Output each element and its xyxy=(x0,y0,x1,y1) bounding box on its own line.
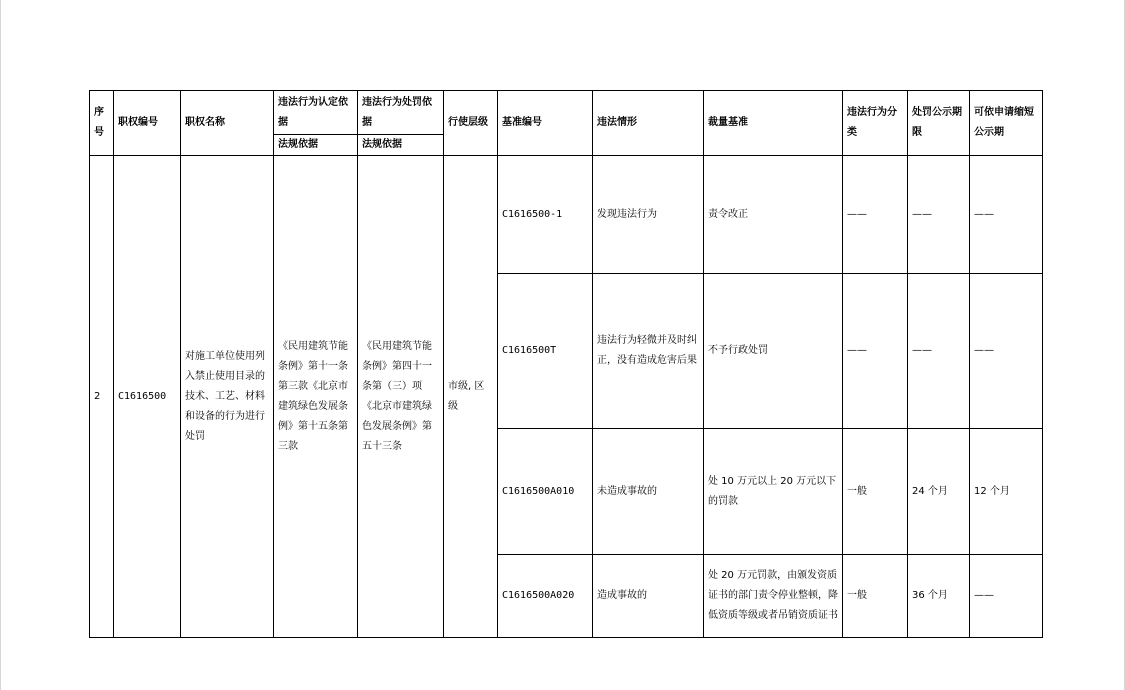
standard-shorten: —— xyxy=(970,156,1043,274)
record-basis-identify: 《民用建筑节能条例》第十一条第三款《北京市建筑绿色发展条例》第十五条第三款 xyxy=(274,156,358,638)
header-code: 职权编号 xyxy=(114,91,181,156)
standard-situation: 未造成事故的 xyxy=(593,429,704,555)
header-situation: 违法情形 xyxy=(593,91,704,156)
standard-code: C1616500A020 xyxy=(498,555,593,638)
page-edge-left xyxy=(0,0,1,690)
record-basis-penalty: 《民用建筑节能条例》第四十一条第（三）项《北京市建筑绿色发展条例》第五十三条 xyxy=(358,156,444,638)
header-name: 职权名称 xyxy=(181,91,274,156)
header-sub-identify: 法规依据 xyxy=(274,135,358,156)
header-std-code: 基准编号 xyxy=(498,91,593,156)
standard-measure: 不予行政处罚 xyxy=(704,274,843,429)
header-shorten: 可依申请缩短公示期 xyxy=(970,91,1043,156)
standard-period: —— xyxy=(908,274,970,429)
standard-category: —— xyxy=(843,274,908,429)
standard-category: —— xyxy=(843,156,908,274)
header-standard: 裁量基准 xyxy=(704,91,843,156)
standard-category: 一般 xyxy=(843,555,908,638)
standard-situation: 造成事故的 xyxy=(593,555,704,638)
standard-code: C1616500-1 xyxy=(498,156,593,274)
standard-measure: 责令改正 xyxy=(704,156,843,274)
table-row xyxy=(90,156,1043,274)
standard-period: 36 个月 xyxy=(908,555,970,638)
standard-shorten: —— xyxy=(970,555,1043,638)
standard-code: C1616500A010 xyxy=(498,429,593,555)
record-level: 市级, 区级 xyxy=(444,156,498,638)
standard-code: C1616500T xyxy=(498,274,593,429)
header-sub-penalty: 法规依据 xyxy=(358,135,444,156)
standard-category: 一般 xyxy=(843,429,908,555)
header-basis-identify: 违法行为认定依据 xyxy=(274,91,358,135)
standard-period: —— xyxy=(908,156,970,274)
header-level: 行使层级 xyxy=(444,91,498,156)
header-period: 处罚公示期限 xyxy=(908,91,970,156)
penalty-standard-table xyxy=(89,90,1043,638)
standard-shorten: —— xyxy=(970,274,1043,429)
standard-measure: 处 20 万元罚款，由颁发资质证书的部门责令停业整顿，降低资质等级或者吊销资质证书 xyxy=(704,555,843,638)
header-category: 违法行为分类 xyxy=(843,91,908,156)
standard-shorten: 12 个月 xyxy=(970,429,1043,555)
standard-period: 24 个月 xyxy=(908,429,970,555)
header-row xyxy=(90,91,1043,135)
header-seq: 序号 xyxy=(90,91,114,156)
record-code: C1616500 xyxy=(114,156,181,638)
header-basis-penalty: 违法行为处罚依据 xyxy=(358,91,444,135)
standard-measure: 处 10 万元以上 20 万元以下的罚款 xyxy=(704,429,843,555)
standard-situation: 发现违法行为 xyxy=(593,156,704,274)
record-name: 对施工单位使用列入禁止使用目录的技术、工艺、材料和设备的行为进行处罚 xyxy=(181,156,274,638)
record-seq: 2 xyxy=(90,156,114,638)
standard-situation: 违法行为轻微并及时纠正，没有造成危害后果 xyxy=(593,274,704,429)
